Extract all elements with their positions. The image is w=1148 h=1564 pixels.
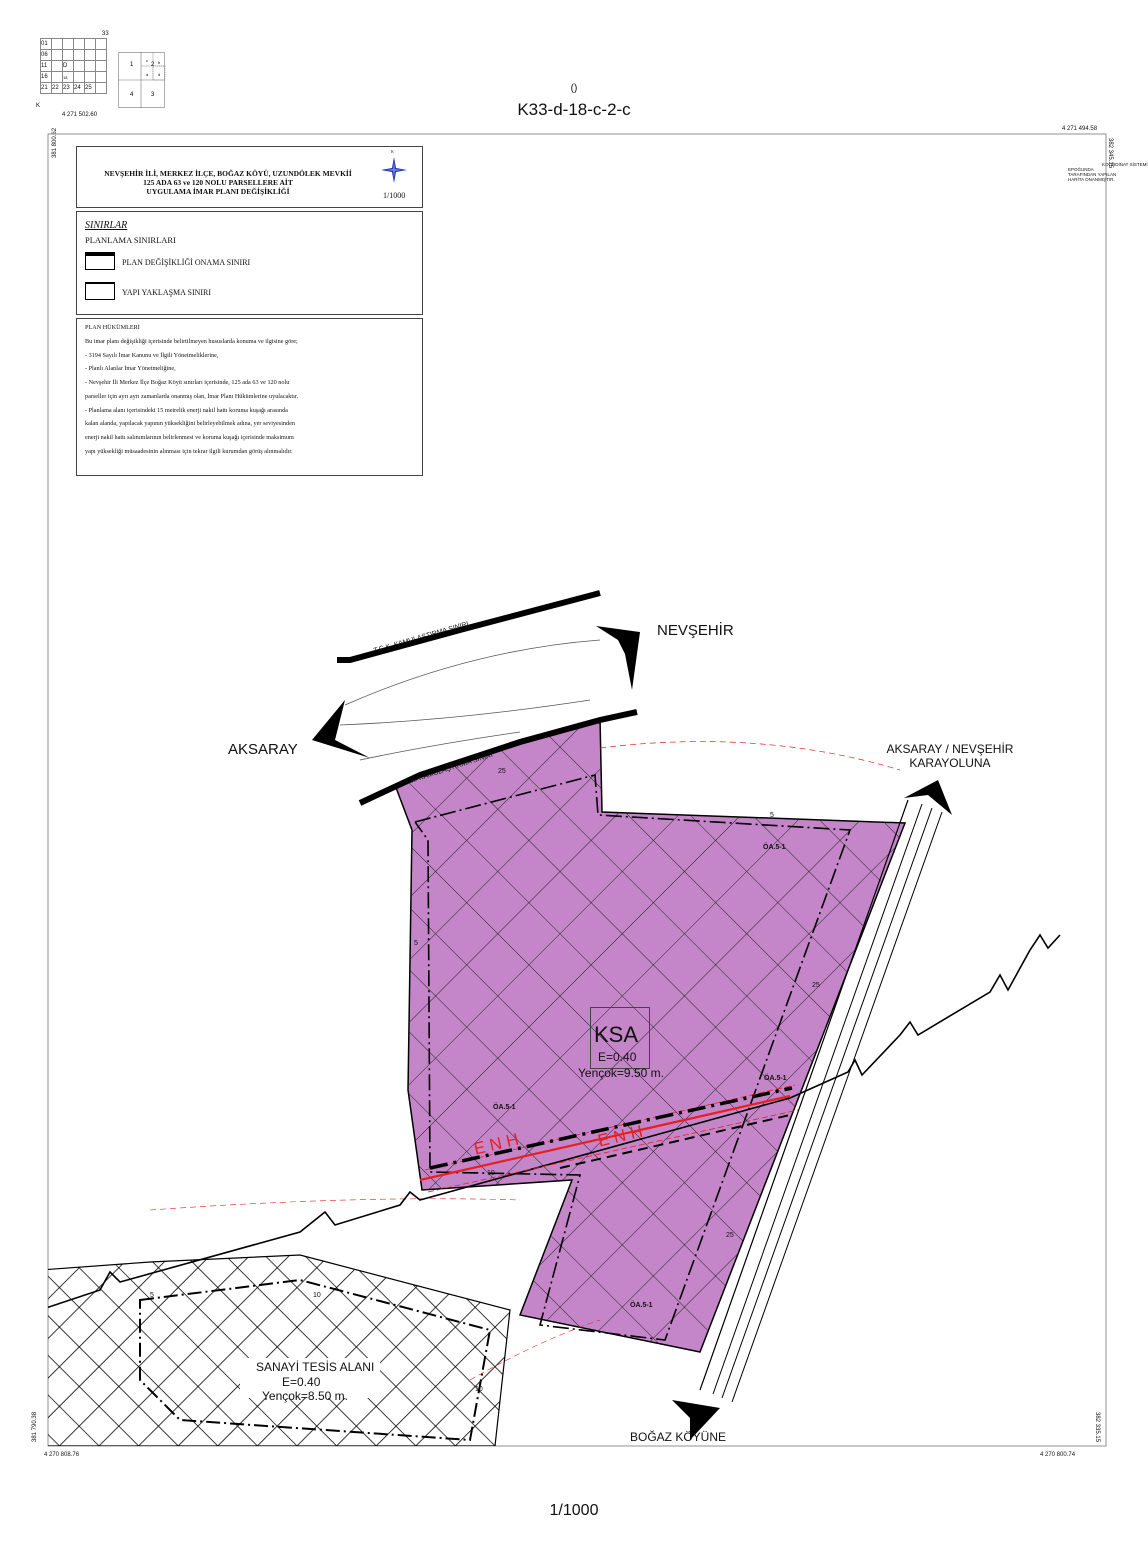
plan-title-line1: NEVŞEHİR İLİ, MERKEZ İLÇE, BOĞAZ KÖYÜ, UZUNDÖLEK MEVKİİ <box>104 169 352 178</box>
arrow-nevsehir <box>596 626 640 690</box>
index-top-label: 33 <box>102 31 109 37</box>
note-line: yapı yüksekliği müsaadesinin alınması için tekrar ilgili kurumdan görüş alınmalıdır. <box>85 447 293 455</box>
legend-subheading: PLANLAMA SINIRLARI <box>85 235 176 245</box>
coord-left-bottom: 381 790.38 <box>32 1411 38 1442</box>
coord-right-top: 382 345.15 <box>1107 138 1113 169</box>
index-cell: 24 <box>74 83 85 94</box>
note-line: EPOĞUNDA <box>1068 167 1094 172</box>
arrow-aksaray <box>312 700 370 758</box>
index-cell: 16 <box>41 72 52 83</box>
plan-notes-block <box>76 318 423 476</box>
mini-grid-label: b <box>158 60 161 65</box>
dim-label: 10 <box>475 1386 483 1393</box>
legend-heading: SINIRLAR <box>85 220 128 231</box>
legend-block <box>76 211 423 315</box>
tck-label-top: T.C.K. KAMULAŞTIRMA SINIRI <box>373 620 470 655</box>
dim-label: 25 <box>498 768 506 775</box>
arrow-karayolu <box>904 780 952 815</box>
index-cell: 25 <box>85 83 96 94</box>
karayolu-line2: KARAYOLUNA <box>909 756 991 770</box>
label-nevsehir: NEVŞEHİR <box>657 622 734 639</box>
karayolu-line1: AKSARAY / NEVŞEHİR <box>886 742 1014 756</box>
dim-label: 25 <box>812 982 820 989</box>
dim-label: 5 <box>414 940 418 947</box>
sheet-paren: () <box>570 83 578 94</box>
sanayi-area <box>40 1255 510 1446</box>
label-karayolu <box>870 742 1030 770</box>
note-line: KOORDİNAT SİSTEMİ <box>1102 162 1148 167</box>
plan-notes-body <box>85 335 415 458</box>
north-arrow-icon <box>377 153 411 187</box>
ksa-code: KSA <box>594 1022 639 1047</box>
dim-label: 5 <box>150 1292 154 1299</box>
note-line: - Planlı Alanlar İmar Yönetmeliğine, <box>85 365 176 373</box>
legend-swatch-thick <box>85 252 115 270</box>
oa-label: ÖA.5-1 <box>763 844 786 851</box>
mini-grid-label: 4 <box>130 92 134 98</box>
index-cell: 11 <box>41 61 52 72</box>
note-line: Bu imar planı değişikliği içerisinde belirtilmeyen hususlarda konuma ve ilgisine göre; <box>85 338 298 345</box>
plan-notes-heading: PLAN HÜKÜMLERİ <box>85 324 140 331</box>
coord-left-top: 381 800.62 <box>52 127 58 158</box>
oa-label: ÖA.5-1 <box>630 1302 653 1309</box>
legend-item-label: PLAN DEĞİŞİKLİĞİ ONAMA SINIRI <box>122 258 251 267</box>
index-coord: 4 271 502.60 <box>62 112 98 118</box>
sheet-code: K33-d-18-c-2-c <box>517 100 631 119</box>
mini-grid-label: 2 <box>151 62 155 68</box>
enh-label: E N H <box>472 1129 521 1159</box>
mini-grid-label: 3 <box>151 92 155 98</box>
index-cell: 21 <box>41 83 52 94</box>
label-aksaray: AKSARAY <box>228 741 298 758</box>
legend-swatch-double <box>85 282 115 300</box>
title-scale: 1/1000 <box>383 191 406 200</box>
plan-title-line3: UYGULAMA İMAR PLANI DEĞİŞİKLİĞİ <box>146 187 290 196</box>
coord-top-right: 4 271 494.58 <box>1062 126 1098 132</box>
coord-bottom-right: 4 270 800.74 <box>1040 1452 1076 1458</box>
index-cell: 06 <box>41 50 52 61</box>
coord-bottom-left: 4 270 808.76 <box>44 1452 80 1458</box>
index-cell: 22 <box>52 83 63 94</box>
enh-label: E N H <box>596 1121 645 1151</box>
dim-label: 5 <box>770 812 774 819</box>
sanayi-name: SANAYİ TESİS ALANI <box>256 1360 375 1374</box>
dim-label: 10 <box>487 1170 495 1177</box>
mini-grid-label: d <box>158 72 161 77</box>
index-side-label: K <box>36 103 41 109</box>
legend-item-label: YAPI YAKLAŞMA SINIRI <box>122 288 212 297</box>
note-line: enerji nakil hattı salınımlarının belirlenmesi ve koruma kuşağı içerisinde maksimum <box>85 433 294 441</box>
mini-grid-label: a <box>146 72 149 77</box>
mini-grid-label: c <box>146 58 148 63</box>
mini-grid-label: 1 <box>130 62 134 68</box>
sanayi-e: E=0.40 <box>282 1375 321 1389</box>
ksa-e: E=0.40 <box>598 1050 637 1064</box>
ksa-height: Yençok=9.50 m. <box>578 1066 664 1080</box>
note-line: - Planlama alanı içerisindeki 15 metrelik enerji nakil hattı koruma kuşağı arasında <box>85 406 288 414</box>
index-center-letter: D <box>63 61 74 72</box>
note-line: TARAFINDAN YAPILAN <box>1068 172 1117 177</box>
index-small-label: 18 <box>63 72 74 83</box>
note-line: parseller için ayrı ayrı zamanlarda onanmış olan, İmar Planı Hükümlerine uyulacaktır. <box>85 392 299 400</box>
dim-label: 25 <box>726 1232 734 1239</box>
footer-scale: 1/1000 <box>549 1502 599 1519</box>
note-line: - 3194 Sayılı İmar Kanunu ve İlgili Yönetmeliklerine, <box>85 351 219 359</box>
title-block <box>76 146 423 208</box>
index-cell: 23 <box>63 83 74 94</box>
north-label: K <box>391 149 394 154</box>
coord-right-bottom: 382 335.15 <box>1094 1412 1100 1443</box>
oa-label: ÖA.5-1 <box>764 1075 787 1082</box>
sanayi-height: Yençok=8.50 m. <box>262 1389 348 1403</box>
note-line: HARİTA ONANMIŞTIR. <box>1068 177 1115 182</box>
note-line: - Nevşehir İli Merkez İlçe Boğaz Köyü sınırları içerisinde, 125 ada 63 ve 120 nolu <box>85 379 290 387</box>
dim-label: 10 <box>313 1292 321 1299</box>
index-cell: 01 <box>41 39 52 50</box>
note-line: kalan alanda, yapılacak yapının yüksekliğini belirleyebilmek adına, yer seviyesinden <box>85 420 295 428</box>
plan-title-line2: 125 ADA 63 ve 120 NOLU PARSELLERE AİT <box>143 178 293 187</box>
tck-label-bottom: T.C.K. KAMULAŞTIRMA SINIRI <box>398 751 494 789</box>
label-bogaz: BOĞAZ KÖYÜNE <box>630 1430 727 1444</box>
oa-label: ÖA.5-1 <box>493 1104 516 1111</box>
